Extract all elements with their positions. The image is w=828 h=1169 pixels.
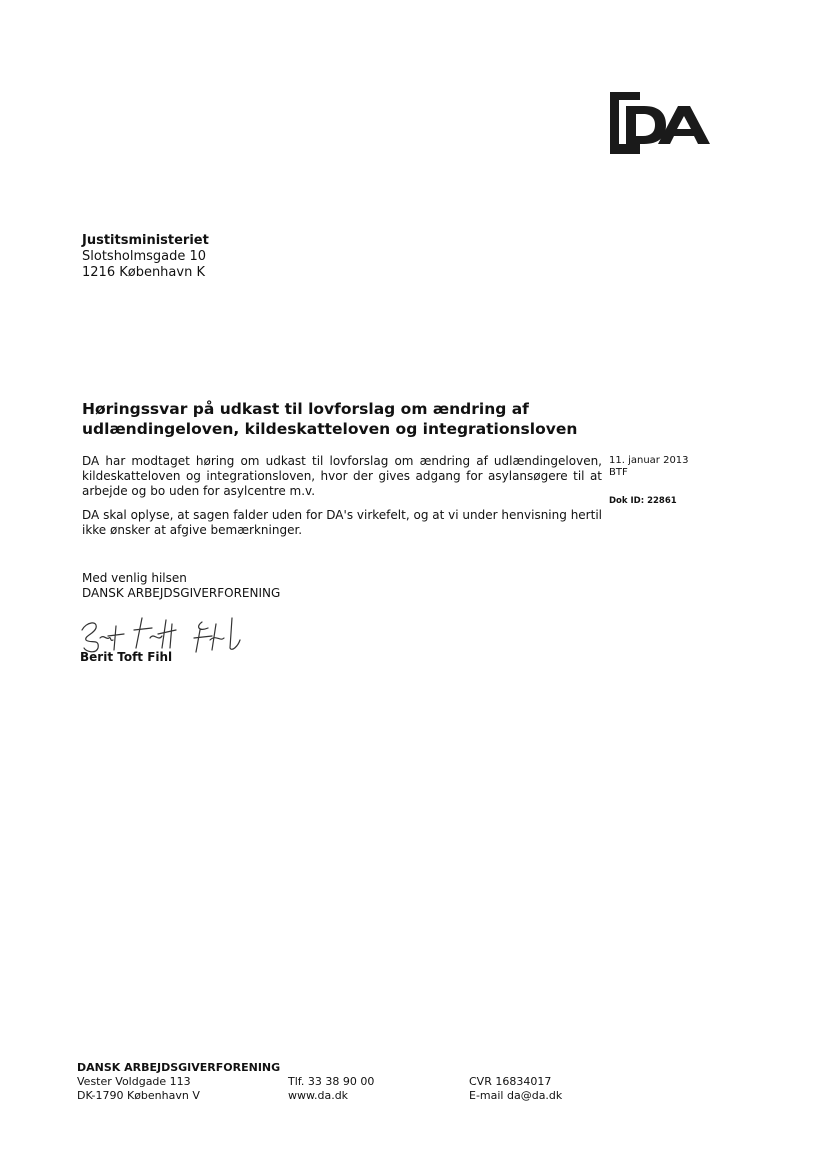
letter-subject: Høringssvar på udkast til lovforslag om ændring af udlændingeloven, kildeskatteloven og integrationsloven — [82, 400, 578, 438]
footer-org: DANSK ARBEJDSGIVERFORENING — [77, 1061, 281, 1074]
footer-address-city: DK-1790 København V — [77, 1089, 200, 1102]
footer-phone: Tlf. 33 38 90 00 — [288, 1075, 375, 1088]
letter-initials: BTF — [609, 467, 628, 478]
footer-registration — [469, 1075, 562, 1103]
signer-name: Berit Toft Fihl — [80, 650, 173, 664]
recipient-city: 1216 København K — [82, 265, 205, 280]
footer-contact — [288, 1075, 374, 1103]
da-logo — [610, 92, 716, 154]
body-paragraph-1: DA har modtaget høring om udkast til lovforslag om ændring af udlændingeloven, kildeskatteloven og integrationsloven, hvor der gives adgang for asylansøgere til at arbejde og bo uden for asylcentre m.v. — [82, 454, 602, 498]
recipient-name: Justitsministeriet — [82, 233, 209, 248]
footer-address-street: Vester Voldgade 113 — [77, 1075, 191, 1088]
recipient-street: Slotsholmsgade 10 — [82, 249, 207, 264]
recipient-address — [82, 233, 209, 281]
document-id: Dok ID: 22861 — [609, 496, 677, 506]
letter-closing — [82, 571, 280, 601]
letter-date: 11. januar 2013 — [609, 455, 689, 466]
footer-address — [77, 1075, 200, 1103]
footer-web: www.da.dk — [288, 1089, 349, 1102]
letter-body — [82, 454, 602, 547]
closing-greeting: Med venlig hilsen — [82, 571, 187, 585]
letter-meta — [609, 455, 689, 507]
closing-org: DANSK ARBEJDSGIVERFORENING — [82, 586, 281, 600]
footer-cvr: CVR 16834017 — [469, 1075, 552, 1088]
letter-footer — [77, 1061, 597, 1102]
footer-email: E-mail da@da.dk — [469, 1089, 563, 1102]
body-paragraph-2: DA skal oplyse, at sagen falder uden for DA's virkefelt, og at vi under henvisning hertil ikke ønsker at afgive bemærkninger. — [82, 508, 602, 537]
